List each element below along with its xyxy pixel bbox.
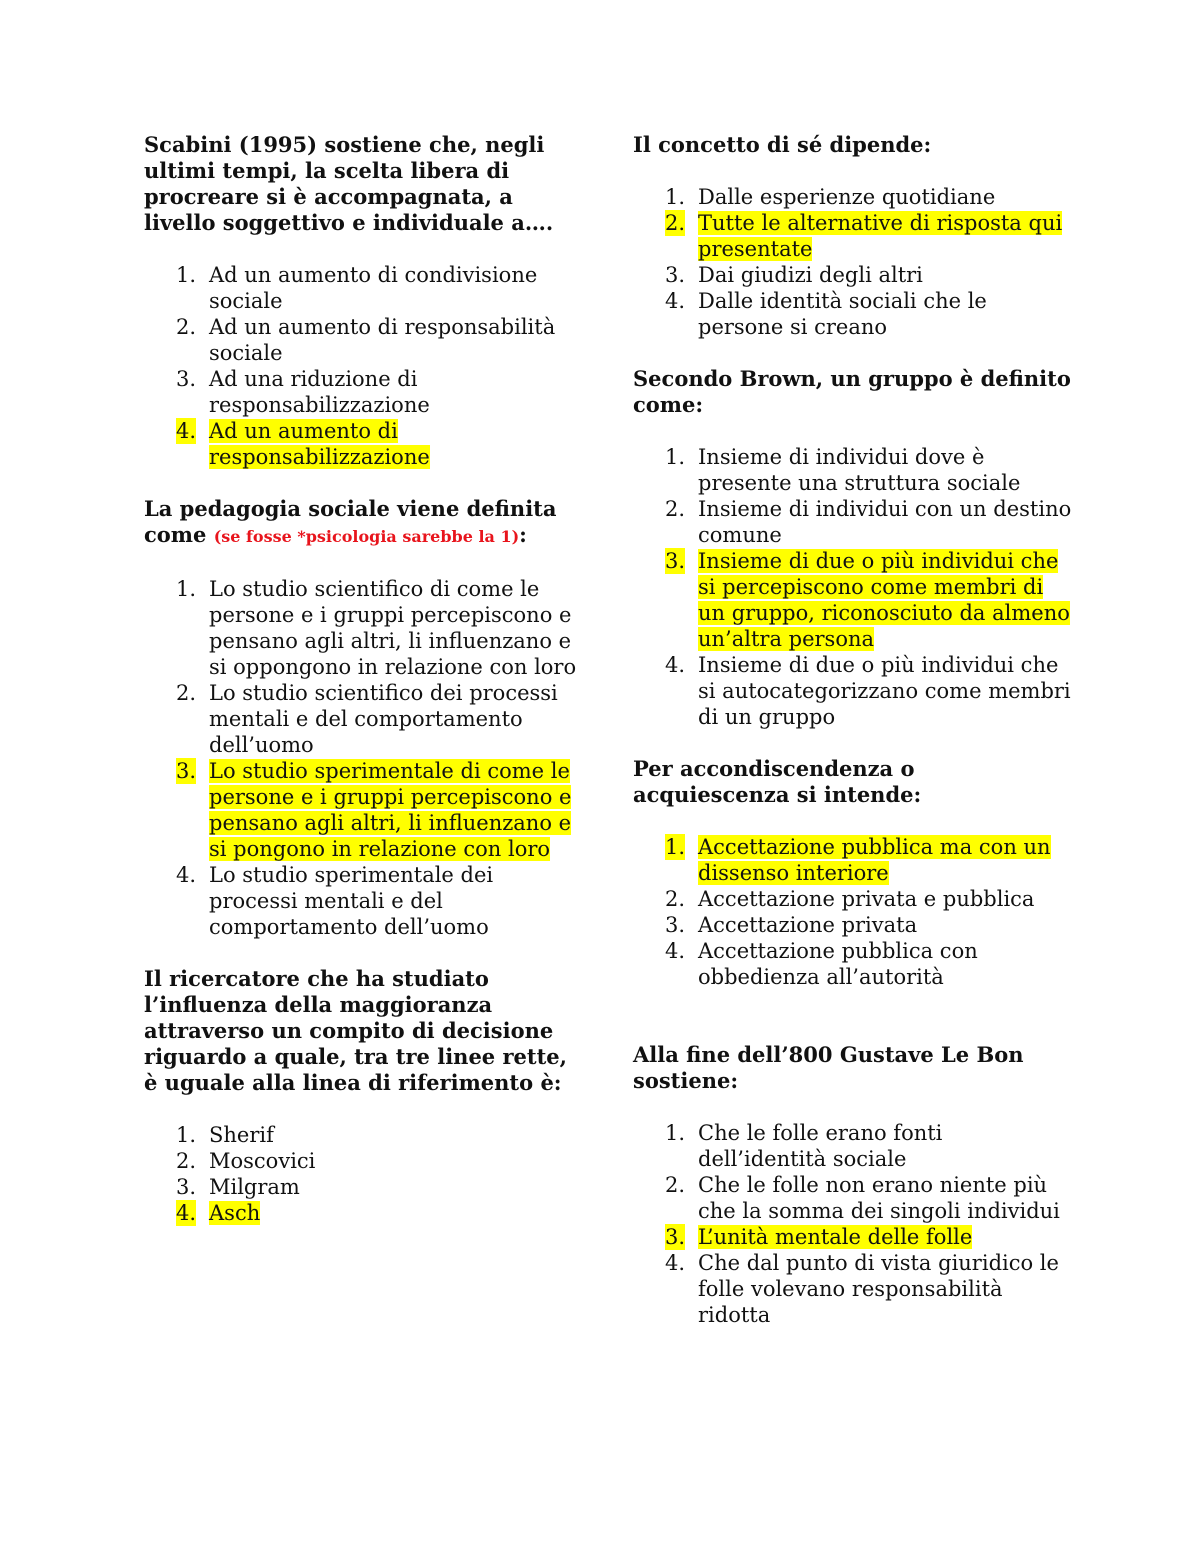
question-le-bon (633, 1042, 1073, 1328)
answer-option: 1. Insieme di individui dove è presente una struttura sociale (665, 445, 1021, 495)
answer-option-correct: 1. Accettazione pubblica ma con un dissenso interiore (665, 835, 1051, 885)
answer-option: 2. Insieme di individui con un destino comune (665, 497, 1072, 547)
answer-option: 2. Accettazione privata e pubblica (665, 887, 1035, 911)
answer-option: 4. Dalle identità sociali che le persone si creano (665, 289, 987, 339)
answer-option: 3. Milgram (176, 1175, 300, 1199)
question-title: Alla fine dell’800 Gustave Le Bon sostiene: (633, 1042, 1024, 1093)
answer-option-correct: 3. Insieme di due o più individui che si percepiscono come membri di un gruppo, riconosciuto da almeno un’altra persona (665, 549, 1070, 651)
answer-option: 2. Ad un aumento di responsabilità sociale (176, 315, 556, 365)
answer-option: 2. Moscovici (176, 1149, 316, 1173)
answer-option: 4. Che dal punto di vista giuridico le folle volevano responsabilità ridotta (665, 1251, 1059, 1327)
answer-option: 1. Sherif (176, 1123, 274, 1147)
answer-option: 3. Dai giudizi degli altri (665, 263, 923, 287)
question-accondiscendenza (633, 756, 1073, 990)
answer-option: 1. Che le folle erano fonti dell’identità sociale (665, 1121, 943, 1171)
answer-option: 2. Lo studio scientifico dei processi mentali e del comportamento dell’uomo (176, 681, 558, 757)
red-note: (se fosse *psicologia sarebbe la 1) (213, 527, 520, 546)
answer-option-correct: 4. Ad un aumento di responsabilizzazione (176, 419, 430, 469)
answer-list (633, 834, 1073, 990)
question-title: Scabini (1995) sostiene che, negli ultimi tempi, la scelta libera di procreare si è accompagnata, a livello soggettivo e individuale a…. (144, 132, 554, 235)
question-concetto-di-se (633, 132, 1073, 340)
right-column (633, 132, 1073, 1354)
answer-option-correct: 3. Lo studio sperimentale di come le persone e i gruppi percepiscono e pensano agli altri, li influenzano e si pongono in relazione con loro (176, 759, 572, 861)
question-title: Il ricercatore che ha studiato l’influenza della maggioranza attraverso un compito di decisione riguardo a quale, tra tre linee rette, è uguale alla linea di riferimento è: (144, 966, 567, 1095)
left-column (144, 132, 584, 1252)
question-title: Il concetto di sé dipende: (633, 132, 932, 157)
spacer (633, 1016, 1073, 1042)
answer-option: 1. Ad un aumento di condivisione sociale (176, 263, 538, 313)
answer-option: 4. Lo studio sperimentale dei processi mentali e del comportamento dell’uomo (176, 863, 494, 939)
answer-option: 4. Accettazione pubblica con obbedienza all’autorità (665, 939, 978, 989)
answer-option: 4. Insieme di due o più individui che si autocategorizzano come membri di un gruppo (665, 653, 1071, 729)
answer-list (144, 262, 584, 470)
question-title: Per accondiscendenza o acquiescenza si intende: (633, 756, 922, 807)
answer-list (633, 444, 1073, 730)
answer-option-correct: 4. Asch (176, 1201, 261, 1225)
answer-option: 3. Accettazione privata (665, 913, 918, 937)
answer-list (633, 184, 1073, 340)
answer-list (633, 1120, 1073, 1328)
question-scabini (144, 132, 584, 470)
question-brown (633, 366, 1073, 730)
question-ricercatore (144, 966, 584, 1226)
question-pedagogia (144, 496, 584, 940)
question-title: La pedagogia sociale viene definita come (se fosse *psicologia sarebbe la 1): (144, 496, 557, 547)
answer-option: 1. Dalle esperienze quotidiane (665, 185, 996, 209)
answer-option: 1. Lo studio scientifico di come le persone e i gruppi percepiscono e pensano agli altri, li influenzano e si oppongono in relazione con loro (176, 577, 577, 679)
answer-option-correct: 3. L’unità mentale delle folle (665, 1225, 973, 1249)
question-title: Secondo Brown, un gruppo è definito come: (633, 366, 1071, 417)
answer-list (144, 576, 584, 940)
answer-option-correct: 2. Tutte le alternative di risposta qui presentate (665, 211, 1063, 261)
answer-option: 3. Ad una riduzione di responsabilizzazione (176, 367, 430, 417)
answer-list (144, 1122, 584, 1226)
answer-option: 2. Che le folle non erano niente più che la somma dei singoli individui (665, 1173, 1060, 1223)
